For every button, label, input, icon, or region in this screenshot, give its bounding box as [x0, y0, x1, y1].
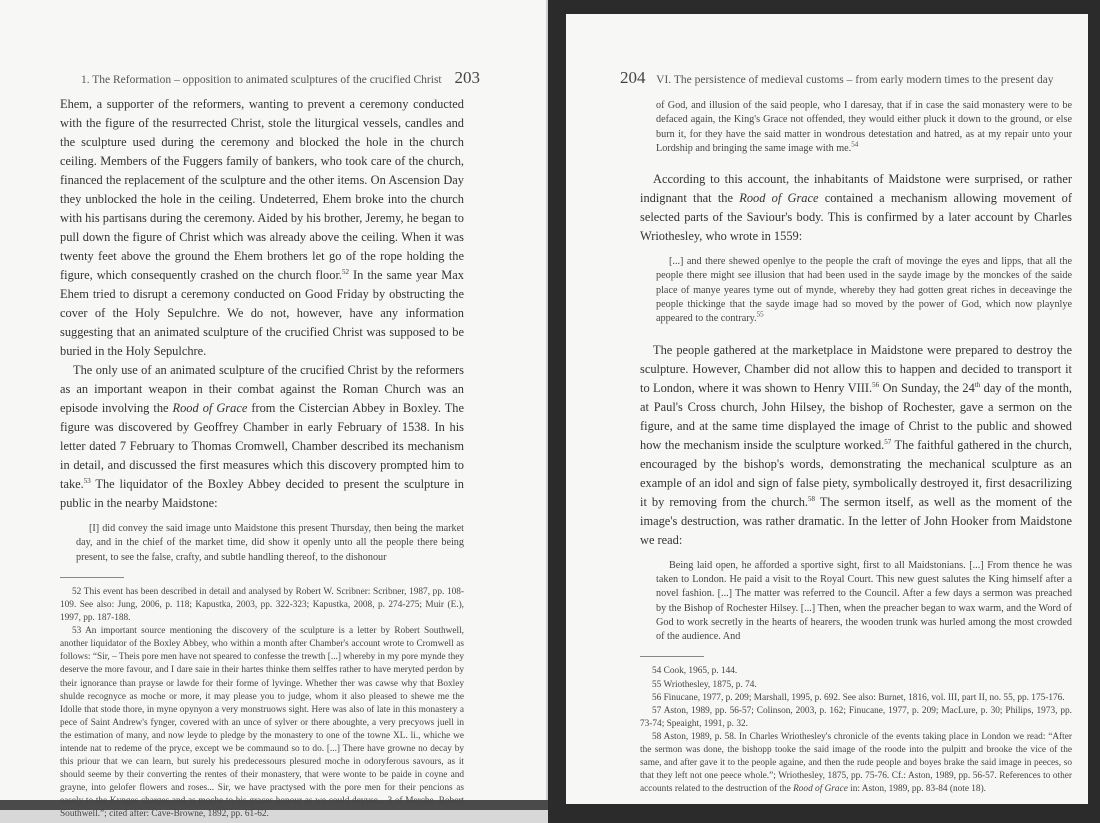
right-p1-italic: Rood of Grace [739, 191, 819, 206]
right-paragraph-2 [640, 341, 1072, 550]
left-running-head-text: 1. The Reformation – opposition to animated sculptures of the crucified Christ [80, 74, 442, 86]
right-text-column [640, 99, 1072, 796]
right-p2-text-d: The faithful gathered in the church, encouraged by the bishop's words, demonstrating the mechanical sculpture as an example of an idol and sign of false piety, symbolically destroyed it, first desacrilizing it by removing from the church. [640, 437, 1072, 509]
right-page-number: 204 [620, 68, 646, 87]
right-block-quote-2 [656, 255, 1072, 326]
footnote-56: 56 Finucane, 1977, p. 209; Marshall, 1995, p. 692. See also: Burnet, 1816, vol. III, part II, no. 55, pp. 175-176. [652, 692, 1065, 703]
right-quote-2-text: [...] and there shewed openlye to the people the craft of movinge the eyes and lipps, that all the people there might see illusion that had been used in the sayde image by the monckes of the saide place of manye yeares tyme out of mynde, whereby they had gotten great riches in deceavinge the people thickinge that the sayde image had so moved by the power of God, which now playnlye appeared to the contrary. [656, 256, 1072, 325]
left-page-number: 203 [454, 68, 480, 87]
right-p2-text-b: On Sunday, the 24 [879, 380, 975, 395]
scan-frame-right-edge [1088, 0, 1100, 823]
footnote-58-text-a: 58 Aston, 1989, p. 58. In Charles Wriothesley's chronicle of the events taking place in London we read: “After the sermon was done, the bishopp tooke the said image of the roode into the pulpitt and brooke the vice of the same, and after gave it to the people againe, and then the rude people and boyes brake the said image in peeces, so that they left not one peece whole.”; Wriothesley, 1875, pp. 75-76. Cf.: Aston, 1989, pp. 56-57. References to other accounts related to the destruction of the [640, 731, 1072, 795]
footnote-ref-57: 57 [884, 437, 892, 446]
footnote-53: 53 An important source mentioning the discovery of the sculpture is a letter by Robert Southwell, another liquidator of the Boxley Abbey, who within a month after Chamber's account wrote to Cromwell as follows: “Sir, – Theis pore men have not speared to confesse the trewth [...] whereby in my pore mynde they deserve the more favour, and I dare saie in their hartes thinke them selffes rather to have meryted perdon by their ignorance than prayse or lawde for their forme of lyvinge. Whether ther was cawse why that Boxley shulde recognyce as moche or more, it may please you to judge, whom it also pleased to shewe me the Idolle that stode thore, in myne opynyon a very monstruows sight. Here was also of late in this monastery a pece of Saint Andrew's fynger, covered with an unce of sylver or there aboughte, a very precyows juell in the estimation of many, and now leyde to pledge by the monastery to one of the towne XL. li., whiche we intende nat to redeme of the pryce, except we be commaund so to do. [...] There have growne no decay by this priour that we can learn, but surely his predecessours plesured moche in odoryferous savours, as it should seeme by their converting the rentes of their monastery, that were wonte to be paide in coyne and grayne, into gelofer flowers and roses... Sir, we have practysed with the pore men for their pencions as easely to the Kynges charges and as moche to his graces honour as we could devyse... 3 of Merche. Robert Southwell.”; cited after: Cave-Browne, 1892, pp. 61-62. [60, 626, 464, 820]
left-footnotes [60, 586, 464, 822]
scan-frame-bottom-right [548, 804, 1100, 823]
footnote-58-italic: Rood of Grace [793, 784, 848, 795]
right-quote-top-text: of God, and illusion of the said people, who I daresay, that if in case the said monastery were to be defaced again, the King's Grace not offended, they would either pluck it down to the ground, or else burn it, for they have the said matter in wondrous detestation and hatred, as at my repair unto your Lordship and bringing the same image with me. [656, 100, 1072, 154]
footnote-54: 54 Cook, 1965, p. 144. [652, 666, 738, 677]
right-p2-text-e: The sermon itself, as well as the moment of the image's destruction, was rather dramatic. In the letter of John Hooker from Maidstone we read: [640, 494, 1072, 547]
footnote-ref-58: 58 [808, 494, 816, 503]
right-p1-text-b: contained a mechanism allowing movement of selected parts of the Saviour's body. This is confirmed by a later account by Charles Wriothesley, who wrote in 1559: [640, 191, 1072, 244]
right-page [566, 14, 1088, 804]
footnote-52: 52 This event has been described in detail and analysed by Robert W. Scribner: Scribner, 1987, pp. 108-109. See also: Jung, 2006, p. 118; Kapustka, 2003, pp. 322-323; Kapustka, 2008, p. 274-275; Muir (E.), 1997, pp. 187-188. [60, 586, 464, 624]
right-footnotes [640, 665, 1072, 796]
footnote-ref-53: 53 [83, 476, 91, 485]
footnote-55: 55 Wriothesley, 1875, p. 74. [652, 679, 757, 690]
left-p2-italic: Rood of Grace [172, 401, 248, 415]
ordinal-suffix: th [974, 380, 981, 389]
left-text-column [60, 95, 464, 822]
left-p1-text-cont: In the same year Max Ehem tried to disrupt a ceremony conducted on Good Friday by obstructing the cover of the Holy Sepulchre. We do not, however, have any information suggesting that an animated sculpture of the crucified Christ was supposed to be buried in the Holy Sepulchre. [60, 268, 464, 358]
right-block-quote-top [656, 99, 1072, 156]
left-block-quote: [I] did convey the said image unto Maidstone this present Thursday, then being the market day, and in the chief of the market time, did show it openly unto all the people there being present, to see the false, crafty, and subtle handling thereof, to the dishonour [76, 523, 464, 563]
right-p1-text-a: According to this account, the inhabitants of Maidstone were surprised, or rather indignant that the [640, 172, 1072, 206]
right-footnote-rule [640, 656, 704, 657]
right-running-head [620, 68, 1054, 88]
left-running-head [81, 68, 480, 88]
left-paragraph-2 [60, 361, 464, 513]
right-p2-text-a: The people gathered at the marketplace in Maidstone were prepared to destroy the sculpture. However, Chamber did not allow this to happen and decided to transport it to London, where it was shown to Henry VIII. [640, 342, 1072, 395]
right-paragraph-1 [640, 170, 1072, 246]
footnote-ref-56: 56 [872, 380, 880, 389]
right-running-head-text: VI. The persistence of medieval customs – from early modern times to the present day [656, 74, 1054, 86]
left-paragraph-1 [60, 95, 464, 361]
left-p2-text-a: The only use of an animated sculpture of the crucified Christ by the reformers as an important weapon in their combat against the Roman Church was an episode involving the [60, 363, 464, 415]
footnote-ref-52: 52 [341, 267, 349, 276]
footnote-ref-55: 55 [756, 310, 764, 319]
footnote-57: 57 Aston, 1989, pp. 56-57; Colinson, 2003, p. 162; Finucane, 1977, p. 209; MacLure, p. 30; Philips, 1973, pp. 73-74; Speaight, 1991, p. 32. [640, 705, 1072, 729]
left-footnote-rule [60, 577, 124, 578]
scan-frame-top-right [548, 0, 1100, 14]
footnote-58 [640, 731, 1072, 796]
right-block-quote-3: Being laid open, he afforded a sportive sight, first to all Maidstonians. [...] From thence he was taken to London. He paid a visit to the Royal Court. This new guest salutes the King himself after a novel fashion. [...] The matter was referred to the Council. After a few days a sermon was preached by the Bishop of Rochester Hilsey. [...] Then, when the preacher began to wax warm, and the Word of God to work secretly in the hearts of hearers, the wooden trunk was hurled among the most crowded of the audience. And [656, 559, 1072, 643]
left-page [0, 0, 548, 820]
left-p2-text-c: The liquidator of the Boxley Abbey decided to present the sculpture in public in the nearby Maidstone: [60, 477, 464, 510]
scan-gutter [548, 0, 566, 823]
footnote-ref-54: 54 [851, 140, 859, 149]
right-p2-text-c: day of the month, at Paul's Cross church, John Hilsey, the bishop of Rochester, gave a sermon on the figure, and at the same time displayed the image of Christ to the public and showed how the mechanism inside the sculpture worked. [640, 380, 1072, 452]
left-p2-text-b: from the Cistercian Abbey in Boxley. The figure was discovered by Geoffrey Chamber in early February of 1538. In his letter dated 7 February to Thomas Cromwell, Chamber described its mechanism in detail, and discussed the first measures which this discovery prompted him to take. [60, 401, 464, 491]
left-p1-text: Ehem, a supporter of the reformers, wanting to prevent a ceremony conducted with the figure of the resurrected Christ, stole the liturgical vessels, candles and the sculpture used during the ceremony and blocked the hole in the church ceiling. Members of the Fuggers family of bankers, who took care of the church, financed the replacement of the sculpture and the other items. On Ascension Day they unblocked the hole in the ceiling. Undeterred, Ehem broke into the church with his partisans during the ceremony. Aided by his brother, Jeremy, he began to pull down the figure of Christ which was already above the ceiling. When it was twenty feet above the ground the Ehem brothers let go of the rope holding the figure, which consequently crashed on the church floor. [60, 97, 464, 282]
footnote-58-text-b: in: Aston, 1989, pp. 83-84 (note 18). [847, 784, 986, 795]
